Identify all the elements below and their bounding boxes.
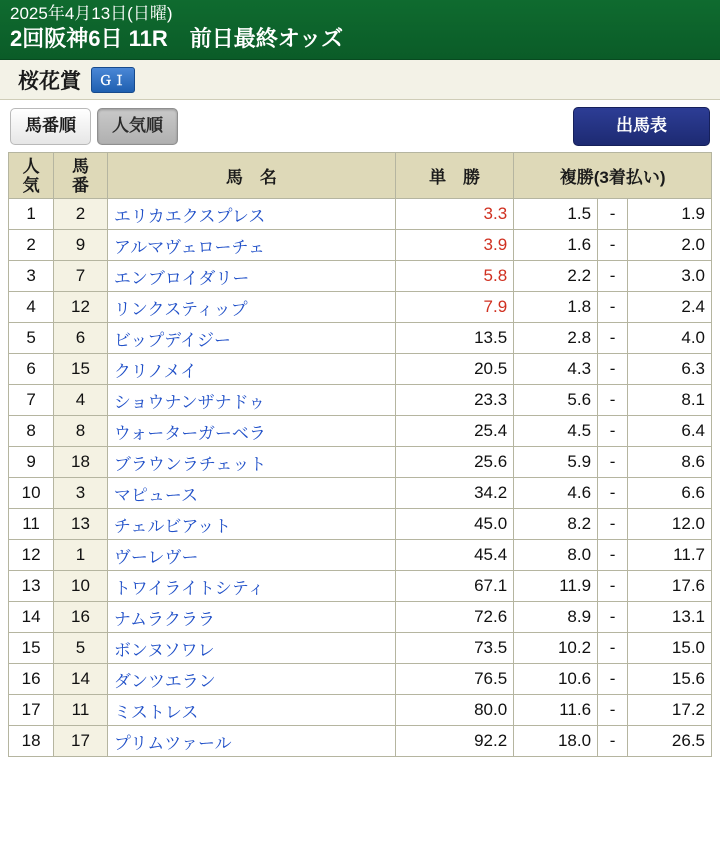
place-odds-high-cell: 6.6 <box>628 478 712 509</box>
table-row[interactable] <box>9 478 712 509</box>
table-row[interactable] <box>9 540 712 571</box>
table-row[interactable] <box>9 416 712 447</box>
place-odds-high-cell: 15.0 <box>628 633 712 664</box>
table-row[interactable] <box>9 292 712 323</box>
grade-badge: ＧⅠ <box>91 67 135 93</box>
table-row[interactable] <box>9 354 712 385</box>
popularity-cell: 5 <box>9 323 54 354</box>
place-odds-low-cell: 11.6 <box>514 695 598 726</box>
horse-name-cell[interactable]: ビップデイジー <box>107 323 395 354</box>
place-odds-dash: - <box>598 261 628 292</box>
place-odds-high-cell: 4.0 <box>628 323 712 354</box>
place-odds-low-cell: 4.6 <box>514 478 598 509</box>
horse-number-cell: 18 <box>54 447 108 478</box>
place-odds-high-cell: 11.7 <box>628 540 712 571</box>
horse-name-cell[interactable]: ショウナンザナドゥ <box>107 385 395 416</box>
horse-number-cell: 6 <box>54 323 108 354</box>
place-odds-dash: - <box>598 726 628 757</box>
win-odds-cell: 72.6 <box>395 602 513 633</box>
table-row[interactable] <box>9 633 712 664</box>
place-odds-low-cell: 8.0 <box>514 540 598 571</box>
horse-name-cell[interactable]: チェルビアット <box>107 509 395 540</box>
popularity-cell: 6 <box>9 354 54 385</box>
place-odds-dash: - <box>598 292 628 323</box>
place-odds-low-cell: 2.8 <box>514 323 598 354</box>
win-odds-cell: 25.4 <box>395 416 513 447</box>
table-row[interactable] <box>9 385 712 416</box>
place-odds-high-cell: 6.3 <box>628 354 712 385</box>
popularity-cell: 4 <box>9 292 54 323</box>
place-odds-low-cell: 1.8 <box>514 292 598 323</box>
popularity-cell: 2 <box>9 230 54 261</box>
win-odds-cell: 76.5 <box>395 664 513 695</box>
win-odds-cell: 7.9 <box>395 292 513 323</box>
place-odds-high-cell: 2.4 <box>628 292 712 323</box>
place-odds-dash: - <box>598 695 628 726</box>
horse-number-cell: 14 <box>54 664 108 695</box>
place-odds-dash: - <box>598 230 628 261</box>
win-odds-cell: 80.0 <box>395 695 513 726</box>
place-odds-high-cell: 8.1 <box>628 385 712 416</box>
horse-name-cell[interactable]: ブラウンラチェット <box>107 447 395 478</box>
place-odds-high-cell: 6.4 <box>628 416 712 447</box>
horse-name-cell[interactable]: プリムツァール <box>107 726 395 757</box>
horse-name-cell[interactable]: マピュース <box>107 478 395 509</box>
horse-number-cell: 15 <box>54 354 108 385</box>
horse-number-cell: 17 <box>54 726 108 757</box>
place-odds-low-cell: 8.9 <box>514 602 598 633</box>
col-horse-name: 馬 名 <box>107 153 395 199</box>
horse-number-cell: 4 <box>54 385 108 416</box>
horse-number-cell: 10 <box>54 571 108 602</box>
horse-number-cell: 11 <box>54 695 108 726</box>
win-odds-cell: 5.8 <box>395 261 513 292</box>
popularity-cell: 12 <box>9 540 54 571</box>
popularity-cell: 13 <box>9 571 54 602</box>
popularity-cell: 11 <box>9 509 54 540</box>
place-odds-dash: - <box>598 571 628 602</box>
horse-name-cell[interactable]: ヴーレヴー <box>107 540 395 571</box>
popularity-cell: 1 <box>9 199 54 230</box>
place-odds-dash: - <box>598 509 628 540</box>
horse-name-cell[interactable]: ナムラクララ <box>107 602 395 633</box>
place-odds-low-cell: 11.9 <box>514 571 598 602</box>
race-name: 桜花賞 <box>18 69 81 93</box>
popularity-cell: 14 <box>9 602 54 633</box>
place-odds-dash: - <box>598 478 628 509</box>
win-odds-cell: 20.5 <box>395 354 513 385</box>
place-odds-low-cell: 4.3 <box>514 354 598 385</box>
horse-number-cell: 13 <box>54 509 108 540</box>
horse-number-cell: 7 <box>54 261 108 292</box>
place-odds-dash: - <box>598 602 628 633</box>
place-odds-low-cell: 4.5 <box>514 416 598 447</box>
race-name-bar <box>0 60 720 100</box>
table-row[interactable] <box>9 571 712 602</box>
horse-name-cell[interactable]: アルマヴェローチェ <box>107 230 395 261</box>
entry-table-button[interactable]: 出馬表 <box>573 107 710 146</box>
place-odds-high-cell: 15.6 <box>628 664 712 695</box>
toolbar <box>0 100 720 152</box>
table-row[interactable] <box>9 695 712 726</box>
win-odds-cell: 3.9 <box>395 230 513 261</box>
horse-number-cell: 3 <box>54 478 108 509</box>
sort-tabs <box>10 108 178 145</box>
place-odds-high-cell: 1.9 <box>628 199 712 230</box>
table-row[interactable] <box>9 602 712 633</box>
horse-number-cell: 12 <box>54 292 108 323</box>
race-meeting-title: 2回阪神6日 11R 前日最終オッズ <box>10 26 344 51</box>
table-row[interactable] <box>9 509 712 540</box>
popularity-cell: 16 <box>9 664 54 695</box>
table-row[interactable] <box>9 447 712 478</box>
horse-number-cell: 9 <box>54 230 108 261</box>
place-odds-dash: - <box>598 633 628 664</box>
horse-name-cell[interactable]: エンブロイダリー <box>107 261 395 292</box>
tab-by-popularity[interactable]: 人気順 <box>97 108 178 145</box>
place-odds-low-cell: 10.2 <box>514 633 598 664</box>
place-odds-high-cell: 13.1 <box>628 602 712 633</box>
popularity-cell: 17 <box>9 695 54 726</box>
place-odds-high-cell: 12.0 <box>628 509 712 540</box>
horse-name-cell[interactable]: ウォーターガーベラ <box>107 416 395 447</box>
popularity-cell: 18 <box>9 726 54 757</box>
win-odds-cell: 92.2 <box>395 726 513 757</box>
horse-number-cell: 2 <box>54 199 108 230</box>
place-odds-high-cell: 3.0 <box>628 261 712 292</box>
table-header-row <box>9 153 712 199</box>
place-odds-dash: - <box>598 354 628 385</box>
table-row[interactable] <box>9 323 712 354</box>
win-odds-cell: 13.5 <box>395 323 513 354</box>
place-odds-dash: - <box>598 385 628 416</box>
place-odds-low-cell: 5.9 <box>514 447 598 478</box>
place-odds-low-cell: 5.6 <box>514 385 598 416</box>
odds-table-body <box>9 199 712 757</box>
popularity-cell: 8 <box>9 416 54 447</box>
horse-number-cell: 5 <box>54 633 108 664</box>
place-odds-dash: - <box>598 323 628 354</box>
horse-name-cell[interactable]: リンクスティップ <box>107 292 395 323</box>
page-header <box>0 0 720 60</box>
table-row[interactable] <box>9 230 712 261</box>
place-odds-low-cell: 10.6 <box>514 664 598 695</box>
popularity-cell: 3 <box>9 261 54 292</box>
place-odds-low-cell: 2.2 <box>514 261 598 292</box>
place-odds-high-cell: 8.6 <box>628 447 712 478</box>
popularity-cell: 7 <box>9 385 54 416</box>
place-odds-high-cell: 17.2 <box>628 695 712 726</box>
win-odds-cell: 45.0 <box>395 509 513 540</box>
table-row[interactable] <box>9 664 712 695</box>
place-odds-low-cell: 18.0 <box>514 726 598 757</box>
popularity-cell: 15 <box>9 633 54 664</box>
place-odds-low-cell: 8.2 <box>514 509 598 540</box>
horse-number-cell: 1 <box>54 540 108 571</box>
col-horse-number: 馬 番 <box>54 153 108 199</box>
place-odds-low-cell: 1.6 <box>514 230 598 261</box>
col-popularity: 人 気 <box>9 153 54 199</box>
col-win-odds: 単 勝 <box>395 153 513 199</box>
win-odds-cell: 3.3 <box>395 199 513 230</box>
win-odds-cell: 45.4 <box>395 540 513 571</box>
win-odds-cell: 34.2 <box>395 478 513 509</box>
place-odds-dash: - <box>598 416 628 447</box>
win-odds-cell: 25.6 <box>395 447 513 478</box>
place-odds-dash: - <box>598 664 628 695</box>
tab-by-horse-number[interactable]: 馬番順 <box>10 108 91 145</box>
place-odds-dash: - <box>598 540 628 571</box>
race-date: 2025年4月13日(日曜) <box>10 4 173 23</box>
col-place-odds: 複勝(3着払い) <box>514 153 712 199</box>
win-odds-cell: 23.3 <box>395 385 513 416</box>
place-odds-high-cell: 17.6 <box>628 571 712 602</box>
horse-number-cell: 16 <box>54 602 108 633</box>
win-odds-cell: 73.5 <box>395 633 513 664</box>
horse-name-cell[interactable]: トワイライトシティ <box>107 571 395 602</box>
table-row[interactable] <box>9 199 712 230</box>
horse-name-cell[interactable]: クリノメイ <box>107 354 395 385</box>
win-odds-cell: 67.1 <box>395 571 513 602</box>
popularity-cell: 9 <box>9 447 54 478</box>
horse-name-cell[interactable]: ボンヌソワレ <box>107 633 395 664</box>
place-odds-high-cell: 2.0 <box>628 230 712 261</box>
table-row[interactable] <box>9 261 712 292</box>
horse-name-cell[interactable]: エリカエクスプレス <box>107 199 395 230</box>
odds-table <box>8 152 712 757</box>
horse-name-cell[interactable]: ミストレス <box>107 695 395 726</box>
place-odds-high-cell: 26.5 <box>628 726 712 757</box>
horse-number-cell: 8 <box>54 416 108 447</box>
odds-table-wrap <box>0 152 720 757</box>
place-odds-dash: - <box>598 199 628 230</box>
horse-name-cell[interactable]: ダンツエラン <box>107 664 395 695</box>
place-odds-dash: - <box>598 447 628 478</box>
place-odds-low-cell: 1.5 <box>514 199 598 230</box>
popularity-cell: 10 <box>9 478 54 509</box>
table-row[interactable] <box>9 726 712 757</box>
